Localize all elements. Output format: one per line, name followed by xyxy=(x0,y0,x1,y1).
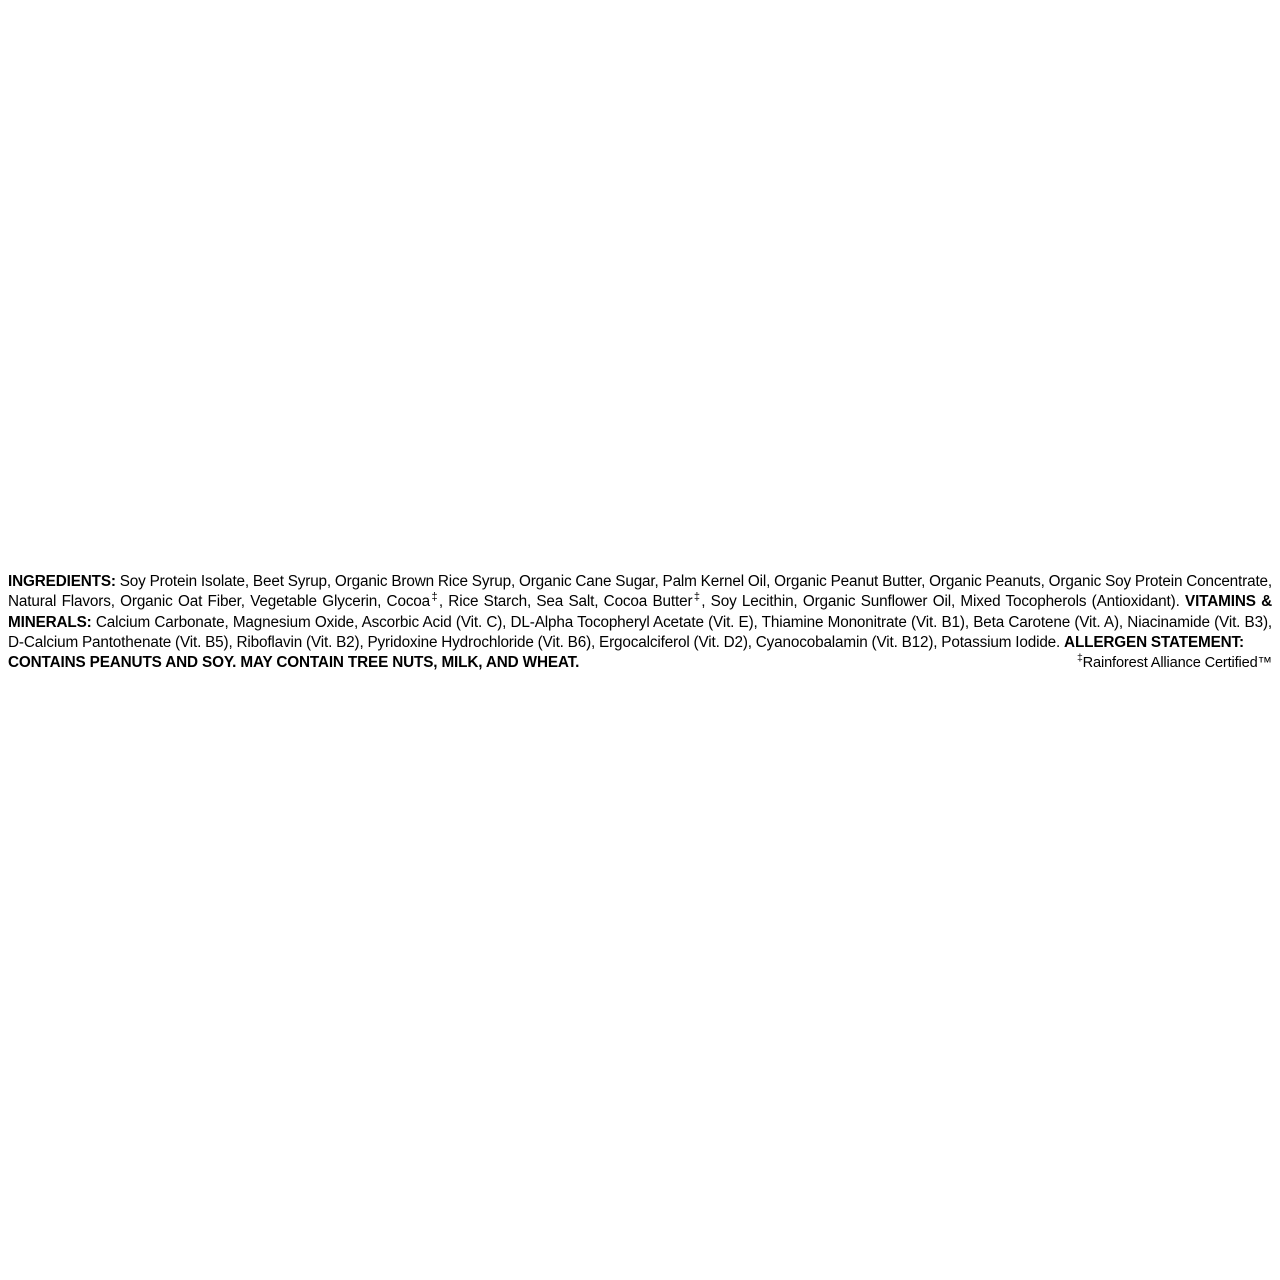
ingredients-paragraph xyxy=(8,572,1272,653)
ingredients-heading: INGREDIENTS: xyxy=(8,573,116,590)
allergen-statement-text: CONTAINS PEANUTS AND SOY. MAY CONTAIN TREE NUTS, MILK, AND WHEAT. xyxy=(8,654,580,672)
ingredients-list-part-3: , Soy Lecithin, Organic Sunflower Oil, Mixed Tocopherols (Antioxidant). xyxy=(701,593,1186,611)
footnote-text: Rainforest Alliance Certified™ xyxy=(1082,655,1272,672)
cocoa-butter-footnote-marker: ‡ xyxy=(692,591,702,604)
allergen-statement-row xyxy=(8,653,1272,673)
rainforest-alliance-footnote xyxy=(1077,654,1272,673)
cocoa-footnote-marker: ‡ xyxy=(430,591,439,604)
ingredients-label-panel xyxy=(8,572,1272,674)
footnote-marker: ‡ xyxy=(1076,652,1083,665)
ingredients-list-part-2: , Rice Starch, Sea Salt, Cocoa Butter xyxy=(438,593,693,611)
allergen-statement-heading: ALLERGEN STATEMENT: xyxy=(1064,634,1244,652)
ingredients-list-part-1: Soy Protein Isolate, Beet Syrup, Organic Brown Rice Syrup, Organic Cane Sugar, Palm Kernel Oil, Organic Peanut Butter, Organic Peanuts, Organic Soy Protein Concentrate, Natural Flavors, Organic Oat Fiber, Vegetable Glycerin, Cocoa xyxy=(8,573,1272,611)
vitamins-minerals-heading: VITAMINS & MINERALS: xyxy=(8,593,1272,631)
vitamins-minerals-list: Calcium Carbonate, Magnesium Oxide, Ascorbic Acid (Vit. C), DL-Alpha Tocopheryl Acetate (Vit. E), Thiamine Mononitrate (Vit. B1), Beta Carotene (Vit. A), Niacinamide (Vit. B3), D-Calcium Pantothenate (Vit. B5), Riboflavin (Vit. B2), Pyridoxine Hydrochloride (Vit. B6), Ergocalciferol (Vit. D2), Cyanocobalamin (Vit. B12), Potassium Iodide. xyxy=(8,613,1272,652)
